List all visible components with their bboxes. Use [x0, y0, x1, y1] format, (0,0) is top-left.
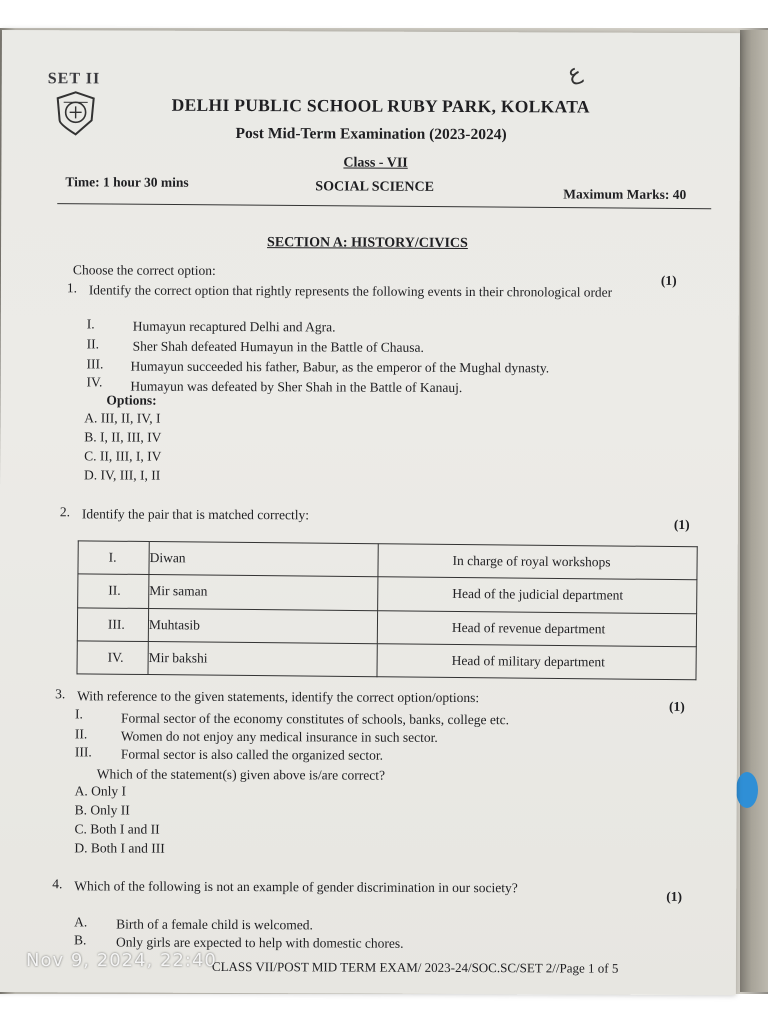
q1-event-num: III.: [86, 356, 104, 372]
table-cell-term: Mir bakshi: [148, 641, 377, 676]
table-cell-term: Diwan: [149, 542, 378, 577]
q2-text: Identify the pair that is matched correctly:: [81, 506, 310, 523]
q1-option: A. III, II, IV, I: [84, 410, 161, 426]
q2-number: 2.: [59, 504, 71, 520]
q1-number: 1.: [66, 280, 78, 296]
q3-option: D. Both I and III: [74, 840, 165, 856]
max-marks-label: Maximum Marks: 40: [563, 186, 687, 202]
page-footer: CLASS VII/POST MID TERM EXAM/ 2023-24/SOC.SC/SET 2//Page 1 of 5: [211, 958, 619, 976]
table-cell-num: I.: [78, 541, 149, 575]
q1-event-text: Humayun was defeated by Sher Shah in the Battle of Kanauj.: [130, 378, 463, 396]
q3-statement-num: III.: [74, 744, 92, 760]
q1-event-text: Sher Shah defeated Humayun in the Battle of Chausa.: [132, 338, 424, 355]
q1-option: B. I, II, III, IV: [84, 429, 162, 445]
q1-text: Identify the correct option that rightly represents the following events in their chronological order: [88, 282, 613, 300]
q4-text: Which of the following is not an example of gender discrimination in our society?: [74, 878, 518, 896]
table-cell-desc: Head of military department: [377, 643, 696, 679]
q4-number: 4.: [52, 876, 63, 892]
q1-event-text: Humayun recaptured Delhi and Agra.: [132, 318, 336, 335]
class-label: Class - VII: [343, 155, 408, 171]
q1-event-num: II.: [86, 336, 100, 352]
school-logo-icon: [54, 90, 98, 136]
q1-event-num: IV.: [86, 374, 103, 390]
q3-marks: (1): [669, 698, 685, 714]
exam-title: Post Mid-Term Examination (2023-2024): [235, 125, 507, 144]
time-label: Time: 1 hour 30 mins: [65, 174, 189, 190]
q3-statement-num: II.: [74, 726, 88, 742]
q4-option-letter: B.: [73, 932, 87, 948]
table-cell-num: IV.: [77, 641, 148, 675]
exam-paper: [0, 30, 740, 995]
q1-event-num: I.: [86, 316, 95, 332]
table-cell-desc: In charge of royal workshops: [378, 544, 697, 580]
q3-statement-text: Women do not enjoy any medical insurance in such sector.: [120, 728, 438, 745]
q2-marks: (1): [673, 516, 690, 533]
q3-statement-num: I.: [74, 706, 83, 722]
q4-option-letter: A.: [74, 914, 88, 930]
q3-option: B. Only II: [74, 802, 130, 818]
q1-event-text: Humayun succeeded his father, Babur, as the emperor of the Mughal dynasty.: [130, 358, 550, 376]
q3-statement-text: Formal sector of the economy constitutes of schools, banks, college etc.: [120, 710, 510, 728]
q3-prompt: Which of the statement(s) given above is/are correct?: [96, 766, 386, 783]
q1-option: D. IV, III, I, II: [84, 467, 161, 483]
subject-label: SOCIAL SCIENCE: [315, 179, 435, 195]
q2-match-table: [76, 540, 697, 680]
q1-option: C. II, III, I, IV: [84, 448, 162, 464]
q3-number: 3.: [55, 686, 66, 702]
q3-statement-text: Formal sector is also called the organized sector.: [120, 746, 384, 763]
header-divider: [57, 203, 711, 209]
q4-marks: (1): [666, 888, 683, 904]
q4-option-text: Only girls are expected to help with domestic chores.: [115, 934, 404, 951]
table-row: [77, 641, 696, 680]
q1-options-label: Options:: [106, 392, 157, 408]
q3-option: C. Both I and II: [74, 821, 160, 837]
instruction-text: Choose the correct option:: [72, 262, 216, 278]
desk-edge: [740, 30, 768, 992]
photo-timestamp: Nov 9, 2024, 22:40: [26, 950, 217, 971]
table-cell-desc: Head of revenue department: [377, 610, 696, 646]
q3-option: A. Only I: [74, 783, 127, 799]
table-cell-term: Mir saman: [149, 575, 378, 610]
blue-tab-decoration: [736, 772, 758, 808]
handwritten-mark: ع: [563, 59, 585, 87]
table-cell-term: Muhtasib: [148, 608, 377, 643]
q4-option-text: Birth of a female child is welcomed.: [116, 916, 313, 933]
set-label: SET II: [47, 70, 101, 88]
school-name: DELHI PUBLIC SCHOOL RUBY PARK, KOLKATA: [171, 94, 590, 117]
table-cell-num: III.: [77, 607, 148, 641]
table-cell-desc: Head of the judicial department: [378, 577, 697, 613]
q1-marks: (1): [660, 272, 677, 288]
section-title: SECTION A: HISTORY/CIVICS: [267, 235, 468, 252]
table-cell-num: II.: [78, 574, 149, 608]
q3-text: With reference to the given statements, identify the correct option/options:: [77, 688, 480, 706]
